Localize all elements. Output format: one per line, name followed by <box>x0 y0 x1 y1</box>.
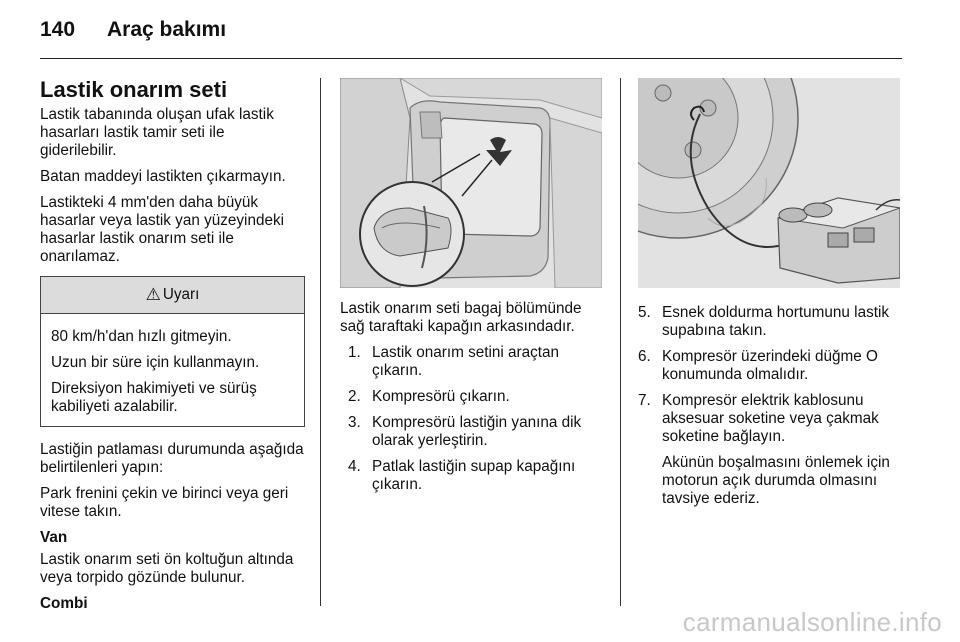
compressor-hose-illustration <box>638 78 900 288</box>
note-text: Akünün boşalmasını önlemek için motorun açık durumda olmasını tavsiye ederiz. <box>662 454 890 507</box>
warning-title: Uyarı <box>162 286 200 303</box>
list-item: 4. Patlak lastiğin supap kapağını çıkarın. <box>348 458 576 493</box>
column-divider <box>620 78 621 606</box>
header-rule <box>40 58 902 59</box>
paragraph: Lastik onarım seti ön koltuğun altında veya torpido gözünde bulunur. <box>40 551 294 586</box>
list-item: 7. Kompresör elektrik kablosunu aksesuar soketine veya çakmak soketine bağlayın. Akünün boşalmasını önlemek için motorun açık durumda olmasını tavsiye ederiz. <box>638 392 902 508</box>
watermark: carmanualsonline.info <box>682 607 942 637</box>
compressor-illustration-svg <box>638 78 900 288</box>
page-number: 140 <box>40 18 76 41</box>
list-item: 6. Kompresör üzerindeki düğme O konumunda olmalıdır. <box>638 348 878 383</box>
warning-body <box>41 314 304 426</box>
paragraph: Lastiğin patlaması durumunda aşağıda belirtilenleri yapın: <box>40 441 304 476</box>
section-title: Lastik onarım seti <box>40 77 228 102</box>
steps-list <box>638 304 902 508</box>
trunk-illustration-svg <box>340 78 602 288</box>
steps-list <box>340 344 603 494</box>
paragraph: Park frenini çekin ve birinci veya geri vitese takın. <box>40 485 289 520</box>
list-item: 1. Lastik onarım setini araçtan çıkarın. <box>348 344 560 379</box>
column-left <box>40 78 305 617</box>
column-divider <box>320 78 321 606</box>
figure-caption: Lastik onarım seti bagaj bölümünde sağ taraftaki kapağın arkasındadır. <box>340 300 582 335</box>
chapter-title: Araç bakımı <box>107 18 227 41</box>
column-middle <box>340 78 603 502</box>
paragraph: Lastikteki 4 mm'den daha büyük hasarlar veya lastik yan yüzeyindeki hasarlar lastik onarım seti ile onarılamaz. <box>40 194 285 265</box>
trunk-compartment-illustration <box>340 78 602 288</box>
column-right <box>638 78 902 516</box>
list-item: 3. Kompresörü lastiğin yanına dik olarak yerleştirin. <box>348 414 582 449</box>
paragraph: Batan maddeyi lastikten çıkarmayın. <box>40 168 286 185</box>
warning-line: Uzun bir süre için kullanmayın. <box>51 354 260 371</box>
warning-line: Direksiyon hakimiyeti ve sürüş kabiliyeti azalabilir. <box>51 380 257 415</box>
warning-box <box>40 276 305 427</box>
warning-header <box>41 277 304 314</box>
subheading-combi: Combi <box>40 595 88 612</box>
list-item: 2. Kompresörü çıkarın. <box>348 388 510 405</box>
subheading-van: Van <box>40 529 68 546</box>
warning-triangle-icon: ⚠ <box>145 285 161 304</box>
list-item: 5. Esnek doldurma hortumunu lastik supabına takın. <box>638 304 890 339</box>
warning-line: 80 km/h'dan hızlı gitmeyin. <box>51 328 232 345</box>
paragraph: Lastik tabanında oluşan ufak lastik hasarları lastik tamir seti ile giderilebilir. <box>40 106 274 159</box>
